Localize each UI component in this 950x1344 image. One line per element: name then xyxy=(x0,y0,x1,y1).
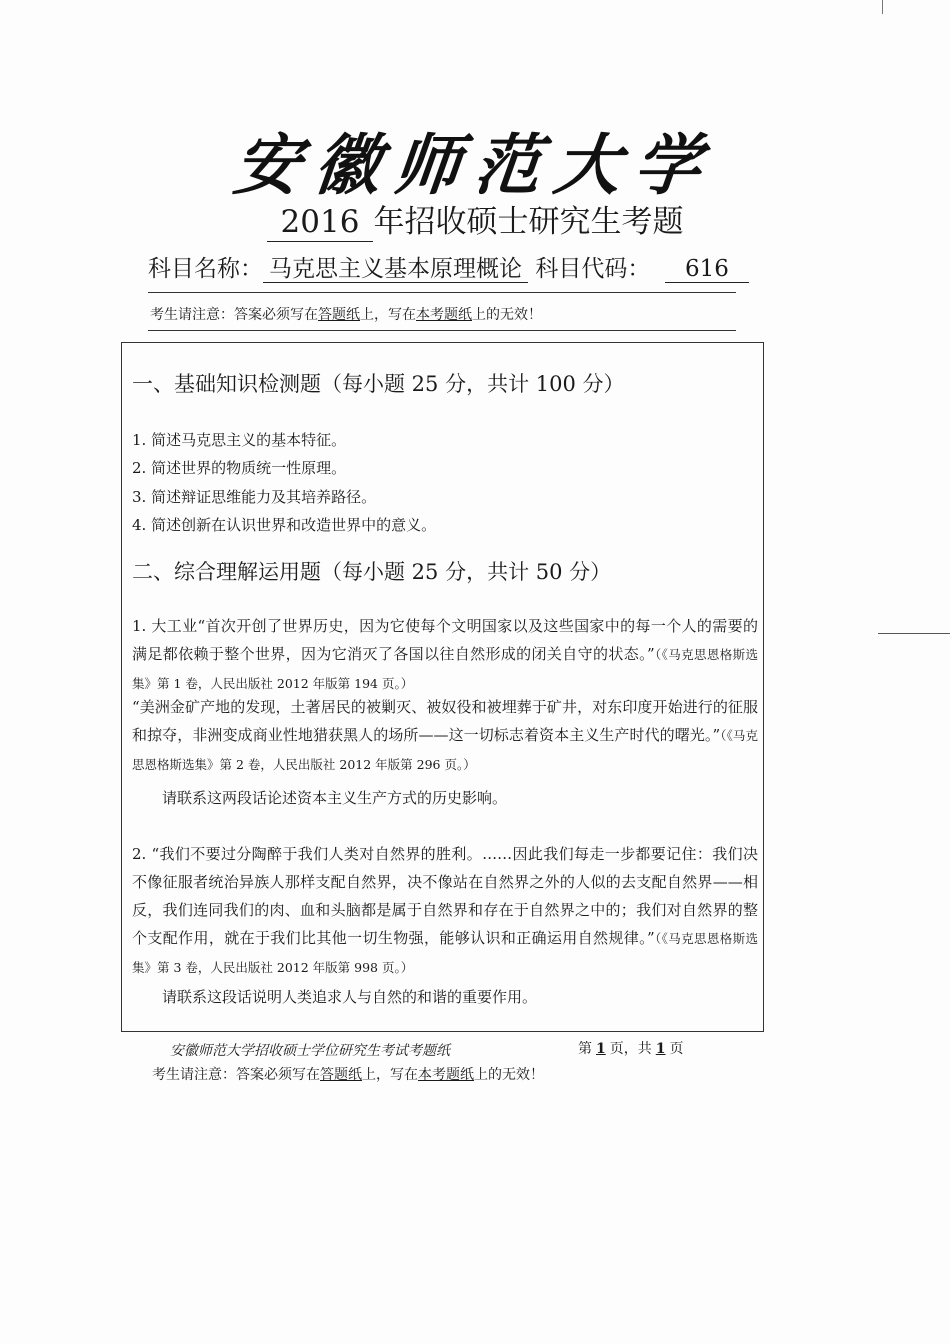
page-total: 1 xyxy=(655,1041,666,1057)
footer-paper-name: 安徽师范大学招收硕士学位研究生考试考题纸 xyxy=(170,1043,450,1059)
section2-q2-quote xyxy=(132,840,758,982)
notice-answer-sheet: 答题纸 xyxy=(320,1067,362,1083)
notice-bottom xyxy=(152,1064,544,1084)
exam-title-line xyxy=(0,196,950,242)
q1-quote1-text: 1. 大工业“首次开创了世界历史，因为它使每个文明国家以及这些国家中的每一个人的需要的满足都依赖于整个世界，因为它消灭了各国以往自然形成的闭关自守的状态。” xyxy=(132,617,758,663)
page-number: 1 xyxy=(596,1041,606,1057)
notice-top xyxy=(150,304,542,324)
notice-suffix: 上的无效！ xyxy=(474,1067,544,1083)
notice-prefix: 考生请注意：答案必须写在 xyxy=(150,307,318,323)
section2-q2-task: 请联系这段话说明人类追求人与自然的和谐的重要作用。 xyxy=(162,988,538,1006)
exam-year: 2016 xyxy=(267,203,374,242)
code-label: 科目代码： xyxy=(535,256,651,282)
page-mid: 页，共 xyxy=(609,1041,652,1057)
page-prefix: 第 xyxy=(578,1041,592,1057)
notice-prefix: 考生请注意：答案必须写在 xyxy=(152,1067,320,1083)
notice-question-sheet: 本考题纸 xyxy=(416,307,472,323)
section1-question: 1. 简述马克思主义的基本特征。 xyxy=(132,431,347,449)
notice-middle: 上，写在 xyxy=(360,307,416,323)
q1-quote2-text: “美洲金矿产地的发现，土著居民的被剿灭、被奴役和被埋葬于矿井，对东印度开始进行的征服和掠夺，非洲变成商业性地猎获黑人的场所——这一切标志着资本主义生产时代的曙光。” xyxy=(132,698,758,744)
university-name: 安徽师范大学 xyxy=(230,126,719,204)
section1-question: 2. 简述世界的物质统一性原理。 xyxy=(132,459,347,477)
section2-q1-quote1 xyxy=(132,612,758,698)
header-rule-top xyxy=(148,292,736,293)
section2-q1-task: 请联系这两段话论述资本主义生产方式的历史影响。 xyxy=(162,789,508,807)
exam-title: 年招收硕士研究生考题 xyxy=(373,204,684,240)
notice-suffix: 上的无效！ xyxy=(472,307,542,323)
subject-code: 616 xyxy=(665,256,749,283)
section1-question: 4. 简述创新在认识世界和改造世界中的意义。 xyxy=(132,516,437,534)
footer-page-indicator xyxy=(578,1038,684,1058)
q1-citation1: （《马克思恩格斯选集》第 1 卷，人民出版社 2012 年版第 194 页。） xyxy=(132,647,758,691)
q2-quote-text: 2. “我们不要过分陶醉于我们人类对自然界的胜利。……因此我们每走一步都要记住：我们决不像征服者统治异族人那样支配自然界，决不像站在自然界之外的人似的去支配自然界——相反，我们连同我们的肉、血和头脑都是属于自然界和存在于自然界之中的；我们对自然界的整个支配作用，就在于我们比其他一切生物强，能够认识和正确运用自然规律。” xyxy=(132,845,758,947)
q2-citation: （《马克思恩格斯选集》第 3 卷，人民出版社 2012 年版第 998 页。） xyxy=(132,931,758,975)
notice-middle: 上，写在 xyxy=(362,1067,418,1083)
notice-question-sheet: 本考题纸 xyxy=(418,1067,474,1083)
section2-q1-quote2 xyxy=(132,693,758,779)
section1-heading: 一、基础知识检测题（每小题 25 分，共计 100 分） xyxy=(132,372,625,396)
section2-heading: 二、综合理解运用题（每小题 25 分，共计 50 分） xyxy=(132,560,612,584)
scan-mark xyxy=(878,633,950,634)
subject-label: 科目名称： xyxy=(148,256,263,282)
scan-mark xyxy=(882,0,883,14)
page-suffix: 页 xyxy=(669,1041,684,1057)
header-rule-bottom xyxy=(148,330,736,331)
q1-citation2: （《马克思恩格斯选集》第 2 卷，人民出版社 2012 年版第 296 页。） xyxy=(132,728,758,772)
subject-name: 马克思主义基本原理概论 xyxy=(263,256,528,283)
section1-question: 3. 简述辩证思维能力及其培养路径。 xyxy=(132,488,377,506)
subject-line xyxy=(148,250,749,283)
notice-answer-sheet: 答题纸 xyxy=(318,307,360,323)
